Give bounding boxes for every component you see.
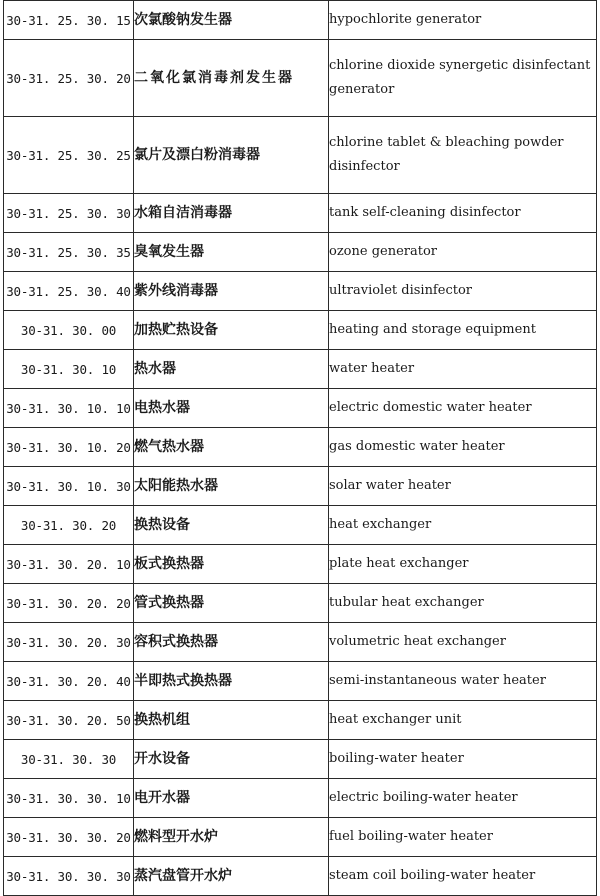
table-row	[4, 584, 597, 623]
chinese-term-cell: 半即热式换热器	[134, 662, 329, 701]
english-term-cell: electric boiling-water heater	[329, 779, 597, 818]
chinese-term-cell: 热水器	[134, 350, 329, 389]
chinese-term-cell: 紫外线消毒器	[134, 272, 329, 311]
code-cell: 30-31. 30. 10. 20	[4, 428, 134, 467]
code-cell: 30-31. 30. 10. 10	[4, 389, 134, 428]
table-row	[4, 389, 597, 428]
table-row	[4, 506, 597, 545]
english-term-cell: tank self-cleaning disinfector	[329, 194, 597, 233]
english-term-cell: hypochlorite generator	[329, 1, 597, 40]
chinese-term-cell: 板式换热器	[134, 545, 329, 584]
code-cell: 30-31. 30. 00	[4, 311, 134, 350]
table-row	[4, 233, 597, 272]
chinese-term-cell: 氯片及漂白粉消毒器	[134, 117, 329, 194]
english-term-cell: ultraviolet disinfector	[329, 272, 597, 311]
chinese-term-cell: 燃料型开水炉	[134, 818, 329, 857]
english-term-cell: tubular heat exchanger	[329, 584, 597, 623]
code-cell: 30-31. 30. 30	[4, 740, 134, 779]
table-row	[4, 117, 597, 194]
chinese-term-cell: 太阳能热水器	[134, 467, 329, 506]
english-term-cell: ozone generator	[329, 233, 597, 272]
english-term-cell: electric domestic water heater	[329, 389, 597, 428]
english-term-cell: solar water heater	[329, 467, 597, 506]
code-cell: 30-31. 25. 30. 20	[4, 40, 134, 117]
code-cell: 30-31. 30. 30. 20	[4, 818, 134, 857]
chinese-term-cell: 换热机组	[134, 701, 329, 740]
table-row	[4, 40, 597, 117]
code-cell: 30-31. 25. 30. 15	[4, 1, 134, 40]
chinese-term-cell: 开水设备	[134, 740, 329, 779]
chinese-term-cell: 次氯酸钠发生器	[134, 1, 329, 40]
code-cell: 30-31. 30. 20. 40	[4, 662, 134, 701]
chinese-term-cell: 臭氧发生器	[134, 233, 329, 272]
code-cell: 30-31. 25. 30. 30	[4, 194, 134, 233]
terminology-table	[3, 0, 597, 896]
english-term-cell: gas domestic water heater	[329, 428, 597, 467]
chinese-term-cell: 蒸汽盘管开水炉	[134, 857, 329, 896]
chinese-term-cell: 加热贮热设备	[134, 311, 329, 350]
english-term-cell: chlorine dioxide synergetic disinfectant generator	[329, 40, 597, 117]
code-cell: 30-31. 30. 30. 10	[4, 779, 134, 818]
code-cell: 30-31. 30. 20. 30	[4, 623, 134, 662]
chinese-term-cell: 管式换热器	[134, 584, 329, 623]
chinese-term-cell: 容积式换热器	[134, 623, 329, 662]
table-row	[4, 350, 597, 389]
table-row	[4, 740, 597, 779]
english-term-cell: boiling-water heater	[329, 740, 597, 779]
table-row	[4, 857, 597, 896]
chinese-term-cell: 电热水器	[134, 389, 329, 428]
table-row	[4, 194, 597, 233]
english-term-cell: steam coil boiling-water heater	[329, 857, 597, 896]
english-term-cell: volumetric heat exchanger	[329, 623, 597, 662]
english-term-cell: heat exchanger	[329, 506, 597, 545]
table-row	[4, 623, 597, 662]
chinese-term-cell: 燃气热水器	[134, 428, 329, 467]
table-row	[4, 311, 597, 350]
english-term-cell: semi-instantaneous water heater	[329, 662, 597, 701]
english-term-cell: fuel boiling-water heater	[329, 818, 597, 857]
code-cell: 30-31. 30. 20. 10	[4, 545, 134, 584]
chinese-term-cell: 水箱自洁消毒器	[134, 194, 329, 233]
english-term-cell: heat exchanger unit	[329, 701, 597, 740]
code-cell: 30-31. 25. 30. 25	[4, 117, 134, 194]
table-row	[4, 701, 597, 740]
english-term-cell: plate heat exchanger	[329, 545, 597, 584]
table-row	[4, 428, 597, 467]
english-term-cell: chlorine tablet & bleaching powder disinfector	[329, 117, 597, 194]
code-cell: 30-31. 30. 30. 30	[4, 857, 134, 896]
english-term-cell: water heater	[329, 350, 597, 389]
english-term-cell: heating and storage equipment	[329, 311, 597, 350]
code-cell: 30-31. 30. 10	[4, 350, 134, 389]
chinese-term-cell: 换热设备	[134, 506, 329, 545]
code-cell: 30-31. 30. 20	[4, 506, 134, 545]
code-cell: 30-31. 30. 20. 50	[4, 701, 134, 740]
table-row	[4, 662, 597, 701]
table-row	[4, 1, 597, 40]
code-cell: 30-31. 25. 30. 35	[4, 233, 134, 272]
table-row	[4, 818, 597, 857]
table-row	[4, 467, 597, 506]
table-row	[4, 272, 597, 311]
chinese-term-cell: 二氧化氯消毒剂发生器	[134, 40, 329, 117]
code-cell: 30-31. 30. 10. 30	[4, 467, 134, 506]
code-cell: 30-31. 25. 30. 40	[4, 272, 134, 311]
code-cell: 30-31. 30. 20. 20	[4, 584, 134, 623]
table-row	[4, 779, 597, 818]
chinese-term-cell: 电开水器	[134, 779, 329, 818]
table-row	[4, 545, 597, 584]
